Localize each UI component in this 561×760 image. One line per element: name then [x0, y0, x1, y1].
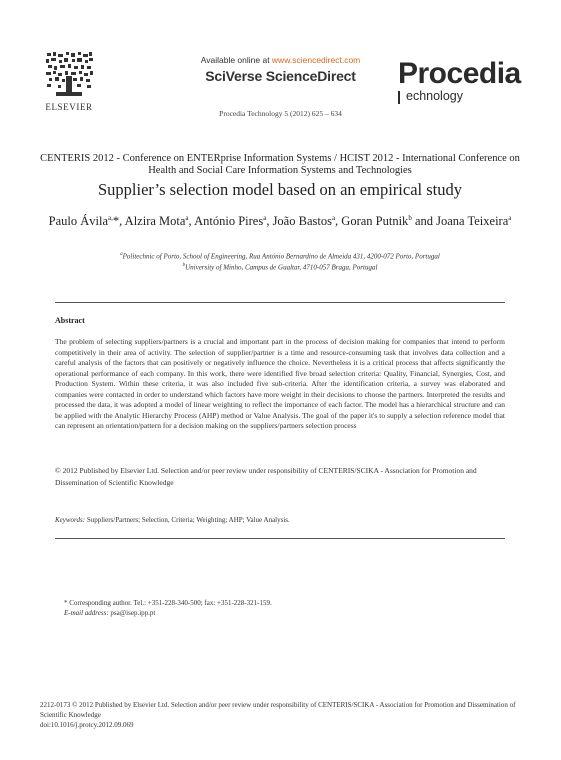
corresponding-author-note: * Corresponding author. Tel.: +351-228-340-500; fax: +351-228-321-159. [64, 599, 272, 607]
author: António Pires$^a$, [194, 214, 273, 229]
author: Joana Teixeira$^a$ [436, 214, 512, 229]
copyright-notice: © 2012 Published by Elsevier Ltd. Selection and/or peer review under responsibility of CENTERIS/SCIKA - Association for Promotion and Dissemination of Scientific Knowledge [55, 466, 477, 487]
affiliations [40, 250, 520, 273]
paper-title: Supplier’s selection model based on an empirical study [98, 180, 462, 199]
available-prefix: Available online at [200, 55, 272, 65]
keywords-list: Suppliers/Partners; Selection, Criteria; Weighting; AHP; Value Analysis. [85, 516, 290, 524]
affiliation-b: $^b$University of Minho, Campus de Gualtar, 4710-057 Braga, Portugal [182, 263, 378, 272]
author: Alzira Mota$^a$, [124, 214, 195, 229]
issn-doi-footer: 2212-0173 © 2012 Published by Elsevier Ltd. Selection and/or peer review under responsibility of CENTERIS/SCIKA - Association for Promotion and Dissemination of Scientific Knowledge doi:10.1016/j.protcy.2012.09.069 [40, 701, 516, 729]
abstract-heading: Abstract [55, 316, 85, 325]
top-divider [55, 302, 505, 303]
keywords [55, 516, 505, 524]
author: João Bastos$^a$, [272, 214, 342, 229]
technology-text: echnology [406, 89, 463, 103]
bottom-divider [55, 538, 505, 539]
technology-t-bar-icon [398, 91, 400, 104]
keywords-label: Keywords: [55, 516, 86, 524]
journal-reference: Procedia Technology 5 (2012) 625 – 634 [219, 109, 342, 118]
technology-wordmark [406, 90, 528, 103]
email-label: E-mail address: [64, 609, 109, 617]
abstract-body: The problem of selecting suppliers/partners is a crucial and important part in the process of decision making for companies that intend to perform competitively in their area of activity. The selection of supplier/partner is a time and resource-consuming task that involves data collection and a careful analysis of the factors that can positively or negatively influence the choice. Nevertheless it is a critical process that affects significantly the operational performance of each company. In this work, there were identified five broad selection criteria: Quality, Financial, Synergies, Cost, and Production System. Within these criteria, it was also included five sub-criteria. After the identification criteria, a survey was elaborated and companies were contacted in order to understand which factors have more weight in their decisions to choose the partners. Interpreted the results and processed the data, it was adopted a model of linear weighting to reflect the importance of each factor. The model has a hierarchical structure and can be applied with the Analytic Hierarchy Process (AHP) method or Value Analysis. The goal of the paper it's to supply a selection reference model that can represent an orientation/pattern for a decision making on the suppliers/partners selection process [55, 337, 505, 430]
sciencedirect-link[interactable]: www.sciencedirect.com [271, 55, 361, 65]
author: Goran Putnik$^b$ and [341, 214, 437, 229]
conference-name: CENTERIS 2012 - Conference on ENTERprise Information Systems / HCIST 2012 - International Conference on Health and Social Care Information Systems and Technologies [40, 153, 520, 176]
email-note [64, 609, 155, 617]
elsevier-wordmark: ELSEVIER [45, 102, 93, 112]
affiliation-a: $^a$Politechnic of Porto, School of Engineering, Rua António Bernardino de Almeida 431, 4200-072 Porto, Portugal [120, 252, 440, 261]
procedia-technology-logo [398, 57, 528, 103]
sciverse-sciencedirect-logo: SciVerse ScienceDirect [205, 68, 356, 84]
email-address[interactable]: psa@isep.ipp.pt [108, 609, 156, 617]
procedia-wordmark: Procedia [398, 57, 521, 90]
author: Paulo Ávila$^{a,}$*, [48, 214, 125, 229]
author-list [40, 209, 520, 230]
